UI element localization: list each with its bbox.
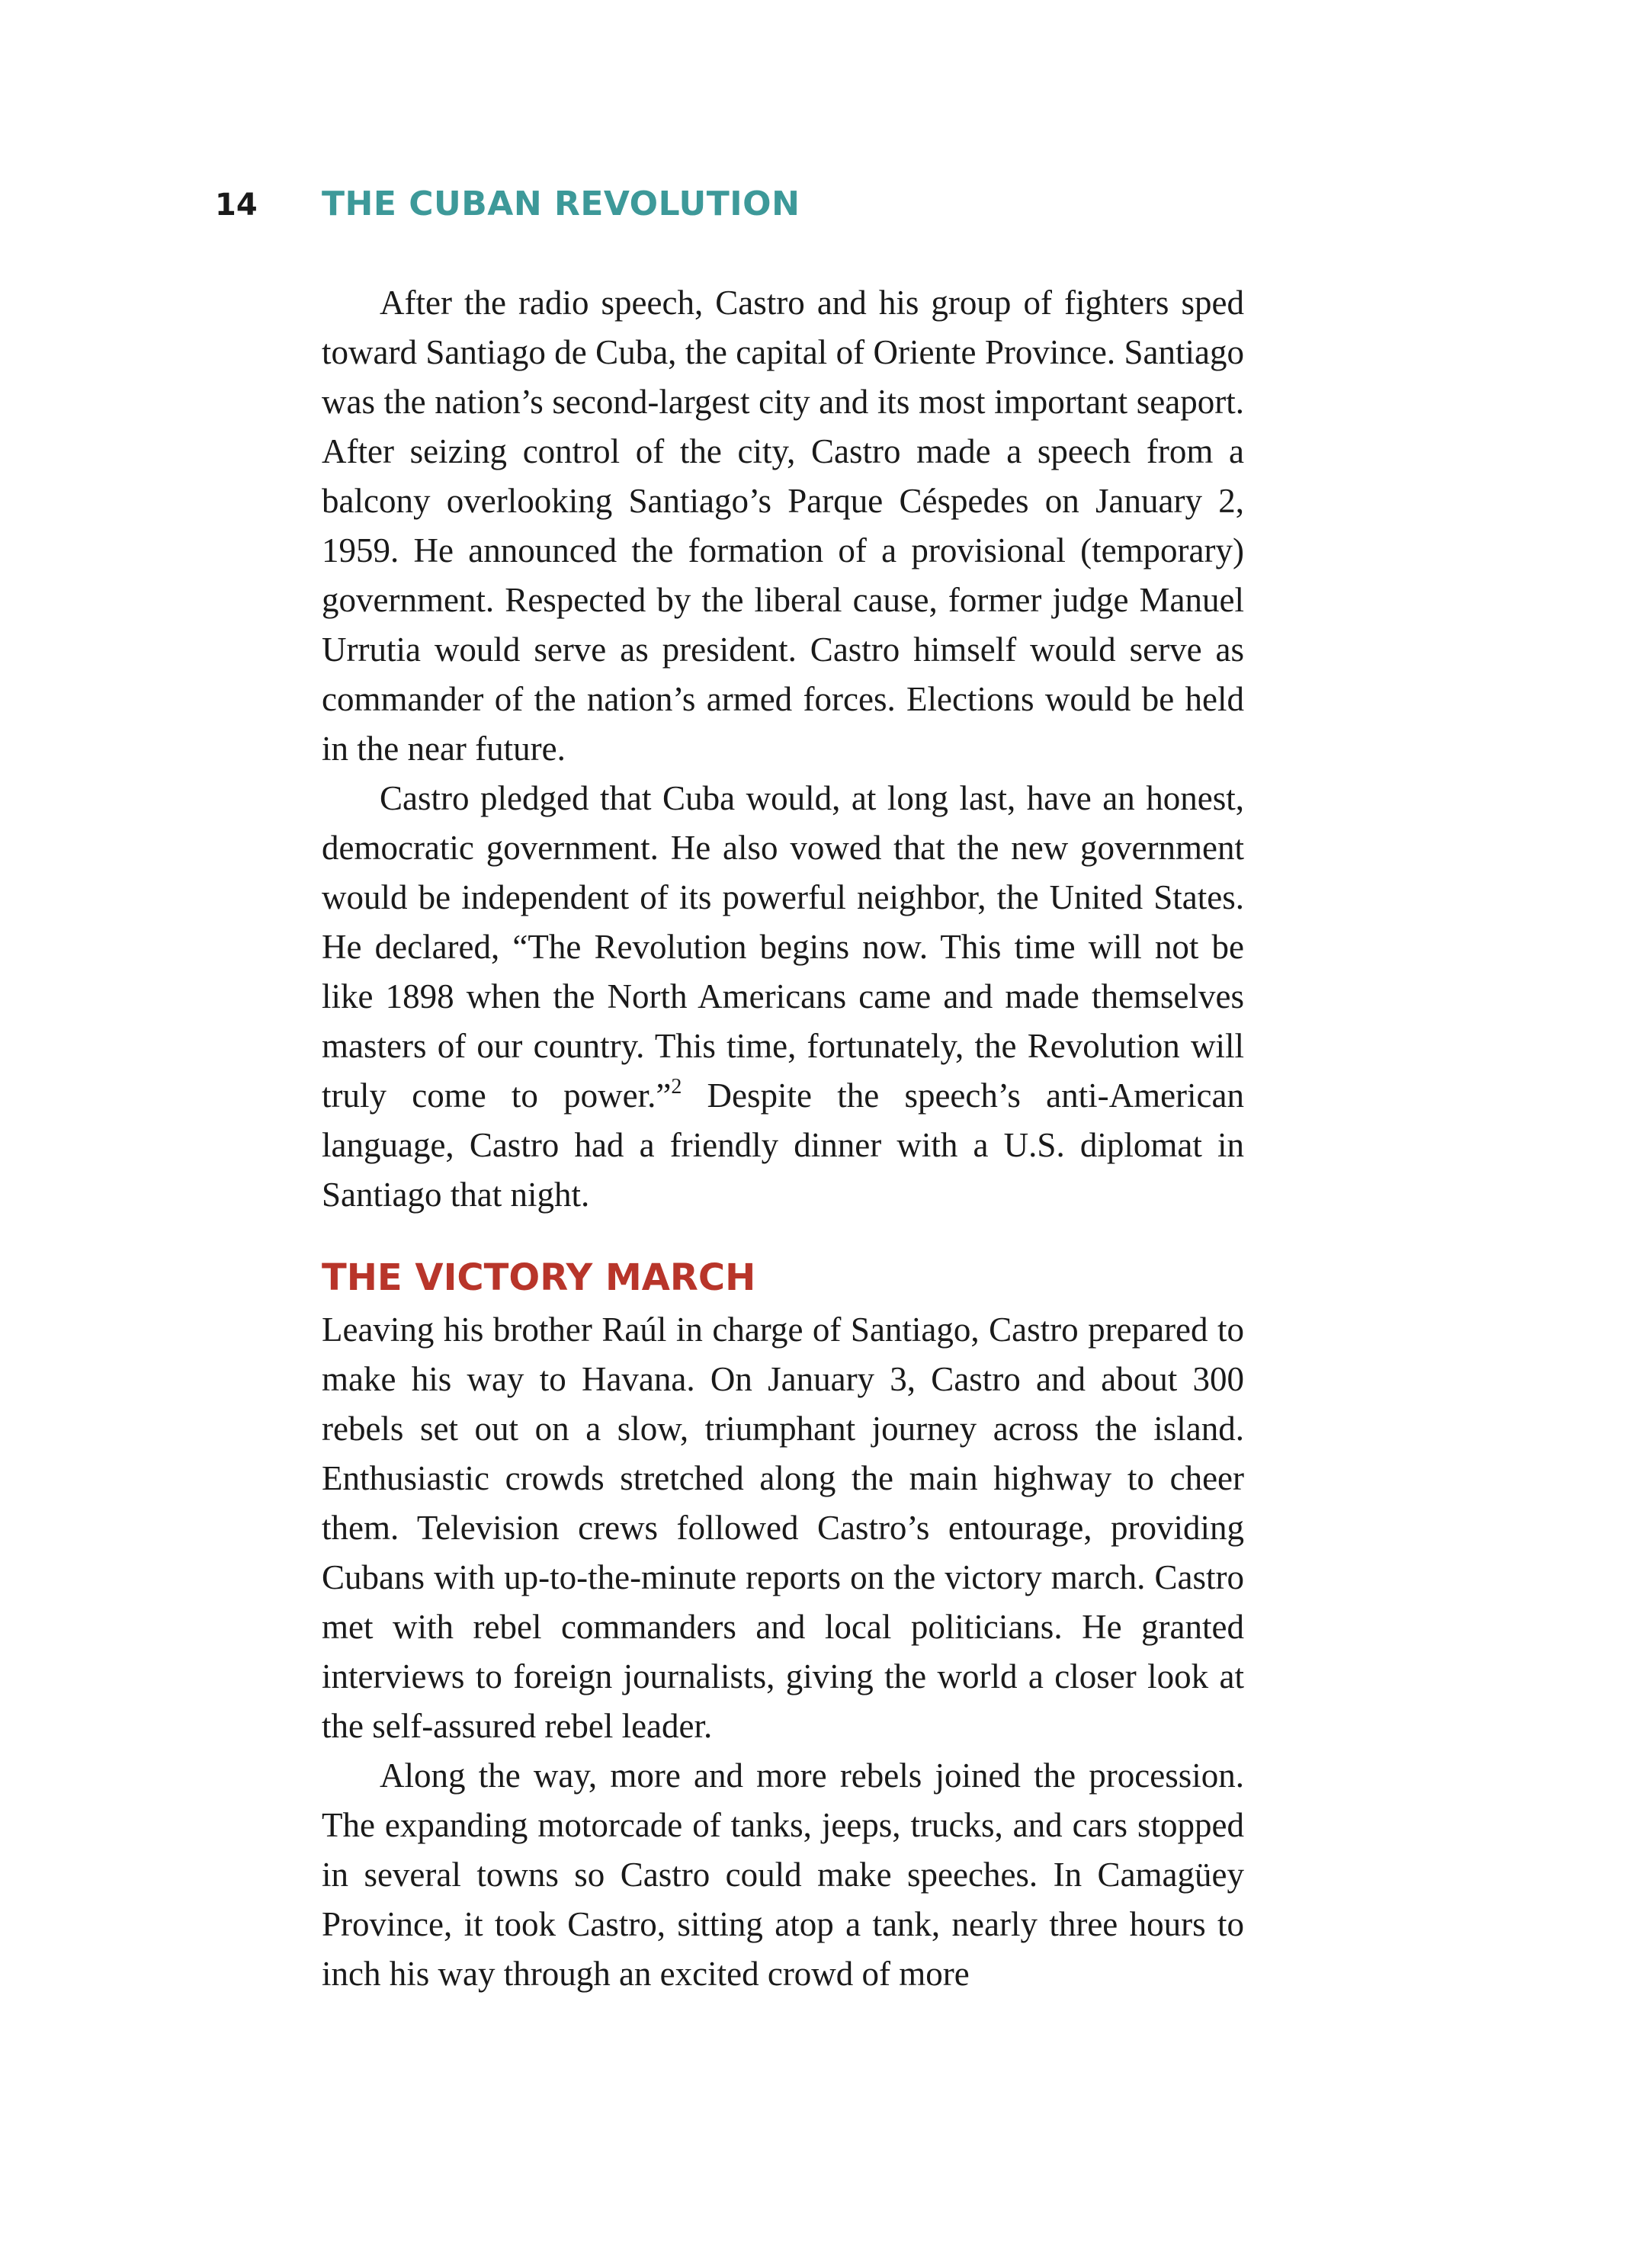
paragraph-4: Along the way, more and more rebels joined the procession. The expanding motorcade of tanks, jeeps, trucks, and cars stopped in several towns so Castro could make speeches. In Camagüey Province, it took Castro, sitting atop a tank, nearly three hours to inch his way through an excited crowd of more xyxy=(322,1756,1244,1993)
section-heading: THE VICTORY MARCH xyxy=(322,1256,756,1299)
paragraph-2-text: Castro pledged that Cuba would, at long last, have an honest, democratic government. He also vowed that the new government would be independent of its powerful neighbor, the United States. He declared, “The Revolution begins now. This time will not be like 1898 when the North Americans came and made themselves masters of our country. This time, fortunately, the Revolution will truly come to power.” xyxy=(322,779,1244,1115)
footnote-marker: 2 xyxy=(671,1075,682,1099)
paragraph-3: Leaving his brother Raúl in charge of Santiago, Castro prepared to make his way to Havana. On January 3, Castro and about 300 rebels set out on a slow, triumphant journey across the island. Enthusiastic crowds stretched along the main highway to cheer them. Television crews followed Castro’s entourage, providing Cubans with up-to-the-minute reports on the victory march. Castro met with rebel commanders and local politicians. He granted interviews to foreign journalists, giving the world a closer look at the self-assured rebel leader. xyxy=(322,1310,1244,1745)
body-text xyxy=(322,278,1244,1999)
running-head xyxy=(215,184,800,230)
page-number: 14 xyxy=(215,188,258,223)
paragraph-2-continued: Despite the speech’s anti-American language, Castro had a friendly dinner with a U.S. diplomat in Santiago that night. xyxy=(322,1076,1244,1214)
paragraph-2 xyxy=(322,774,1244,1220)
running-title: THE CUBAN REVOLUTION xyxy=(322,184,800,223)
paragraph-1: After the radio speech, Castro and his group of fighters sped toward Santiago de Cuba, the capital of Oriente Province. Santiago was the nation’s second-largest city and its most important seaport. After seizing control of the city, Castro made a speech from a balcony overlooking Santiago’s Parque Céspedes on January 2, 1959. He announced the formation of a provisional (temporary) government. Respected by the liberal cause, former judge Manuel Urrutia would serve as president. Castro himself would serve as commander of the nation’s armed forces. Elections would be held in the near future. xyxy=(322,284,1244,768)
